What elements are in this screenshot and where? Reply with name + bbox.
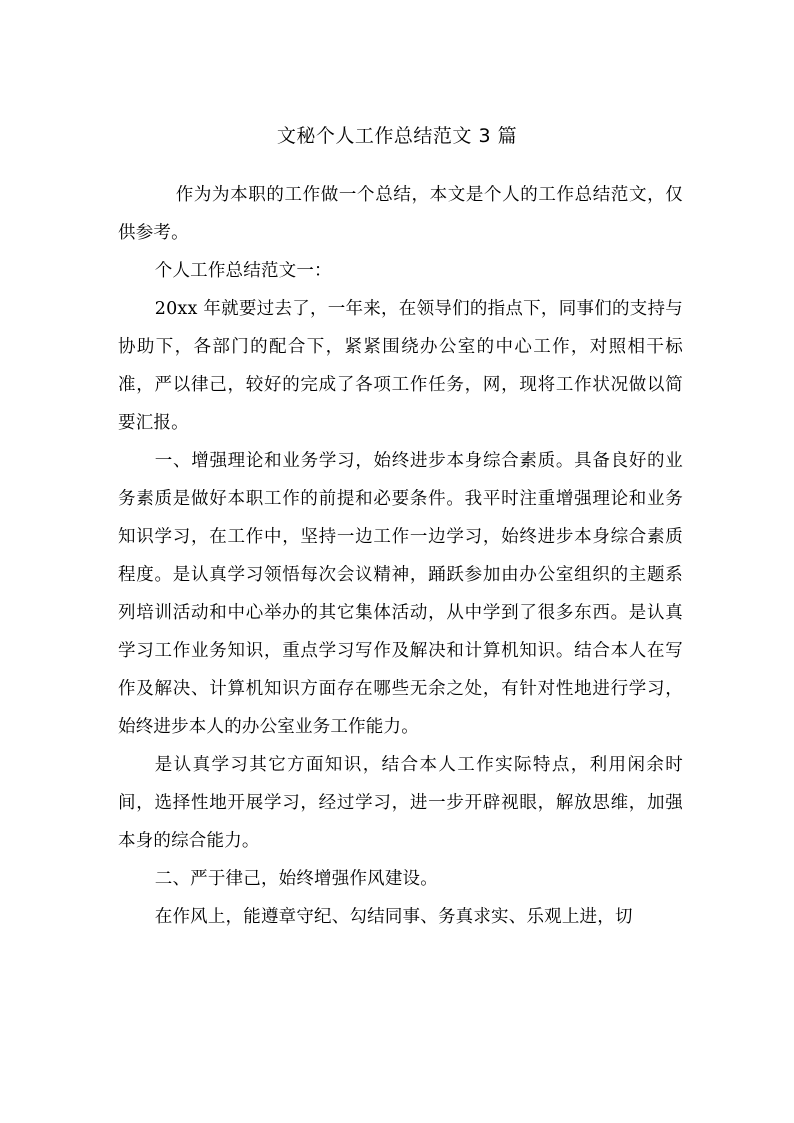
document-body	[118, 176, 683, 936]
body-paragraph: 20xx 年就要过去了，一年来，在领导们的指点下，同事们的支持与协助下，各部门的配合下，紧紧围绕办公室的中心工作，对照相干标准，严以律己，较好的完成了各项工作任务，网，现将工作状况做以简要汇报。	[118, 299, 683, 433]
section-heading-paragraph: 个人工作总结范文一：	[154, 261, 332, 281]
body-paragraph: 是认真学习其它方面知识，结合本人工作实际特点，利用闲余时间，选择性地开展学习，经过学习，进一步开辟视眼，解放思维，加强本身的综合能力。	[118, 755, 683, 851]
body-paragraph: 一、增强理论和业务学习，始终进步本身综合素质。具备良好的业务素质是做好本职工作的前提和必要条件。我平时注重增强理论和业务知识学习，在工作中，坚持一边工作一边学习，始终进步本身综合素质程度。是认真学习领悟每次会议精神，踊跃参加由办公室组织的主题系列培训活动和中心举办的其它集体活动，从中学到了很多东西。是认真学习工作业务知识，重点学习写作及解决和计算机知识。结合本人在写作及解决、计算机知识方面存在哪些无余之处，有针对性地进行学习，始终进步本人的办公室业务工作能力。	[118, 451, 683, 737]
intro-paragraph: 作为为本职的工作做一个总结，本文是个人的工作总结范文，仅供参考。	[118, 185, 683, 243]
document-title: 文秘个人工作总结范文 3 篇	[276, 125, 518, 147]
body-paragraph: 在作风上，能遵章守纪、勾结同事、务真求实、乐观上进，切	[154, 907, 633, 927]
section-heading-paragraph: 二、严于律己，始终增强作风建设。	[154, 869, 438, 889]
